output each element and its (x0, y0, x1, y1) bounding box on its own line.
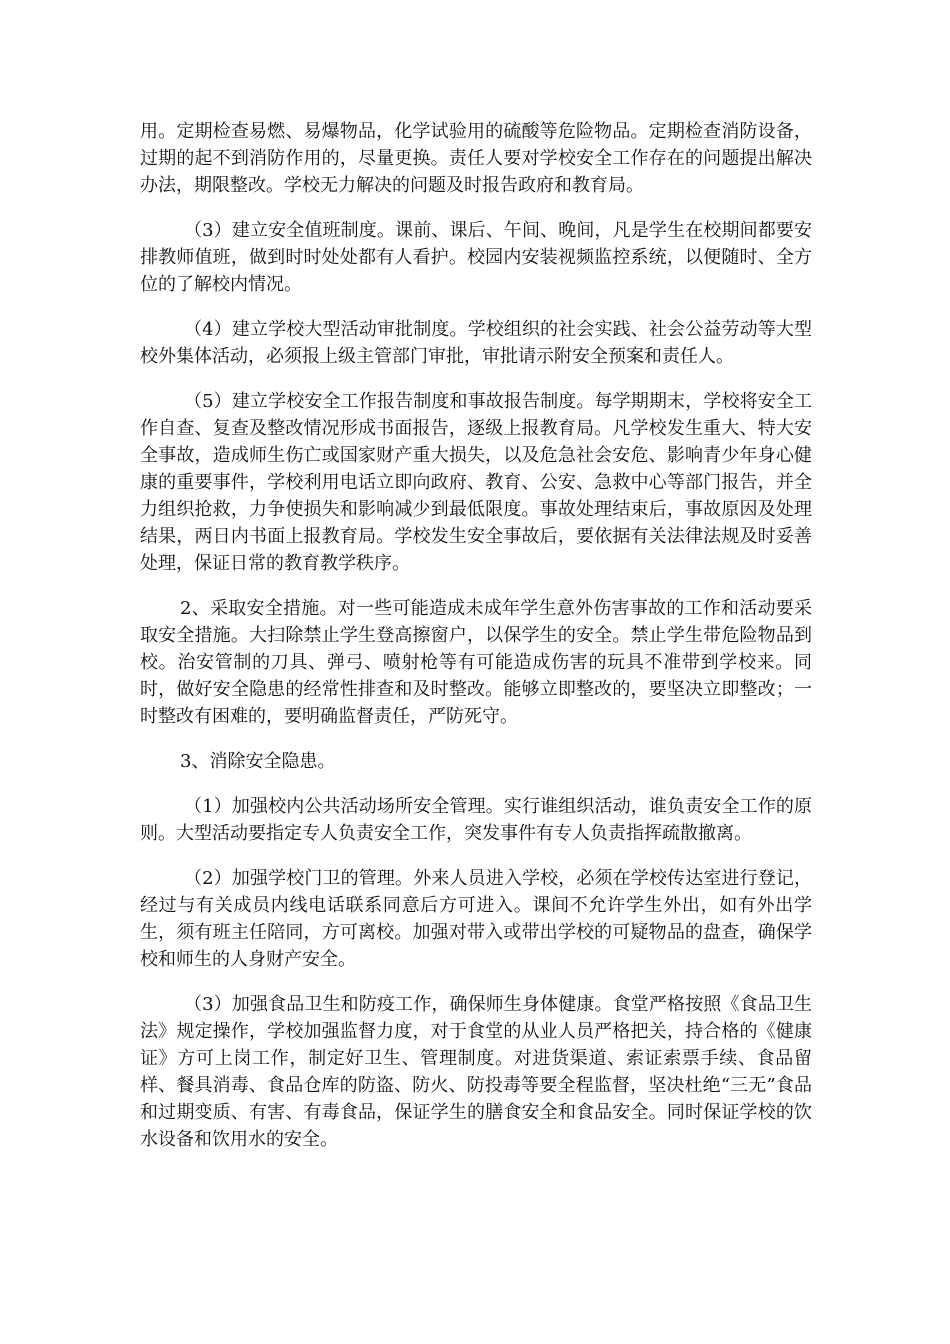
paragraph-eliminate-hazards-heading: 3、消除安全隐患。 (180, 751, 336, 772)
paragraph-continuation: 用。定期检查易燃、易爆物品，化学试验用的硫酸等危险物品。定期检查消防设备，过期的起不到消防作用的，尽量更换。责任人要对学校安全工作存在的问题提出解决办法，期限整改。学校无力解决的问题及时报告政府和教育局。 (140, 121, 812, 196)
paragraph-report-system: （5）建立学校安全工作报告制度和事故报告制度。每学期期末，学校将安全工作自查、复查及整改情况形成书面报告，逐级上报教育局。凡学校发生重大、特大安全事故，造成师生伤亡或国家财产重大损失，以及危急社会安危、影响青少年身心健康的重要事件，学校利用电话立即向政府、教育、公安、急救中心等部门报告，并全力组织抢救，力争使损失和影响减少到最低限度。事故处理结束后，事故原因及处理结果，两日内书面上报教育局。学校发生安全事故后，要依据有关法律法规及时妥善处理，保证日常的教育教学秩序。 (140, 391, 812, 574)
paragraph-safety-measures: 2、采取安全措施。对一些可能造成未成年学生意外伤害事故的工作和活动要采取安全措施。大扫除禁止学生登高擦窗户，以保学生的安全。禁止学生带危险物品到校。治安管制的刀具、弹弓、喷射枪等有可能造成伤害的玩具不准带到学校来。同时，做好安全隐患的经常性排查和及时整改。能够立即整改的，要坚决立即整改；一时整改有困难的，要明确监督责任，严防死守。 (140, 598, 812, 727)
paragraph-gate-guard: （2）加强学校门卫的管理。外来人员进入学校，必须在学校传达室进行登记，经过与有关成员内线电话联系同意后方可进入。课间不允许学生外出，如有外出学生，须有班主任陪同，方可离校。加强对带入或带出学校的可疑物品的盘查，确保学校和师生的人身财产安全。 (140, 868, 812, 970)
document-body (140, 118, 812, 1171)
paragraph-food-hygiene: （3）加强食品卫生和防疫工作，确保师生身体健康。食堂严格按照《食品卫生法》规定操作，学校加强监督力度，对于食堂的从业人员严格把关，持合格的《健康证》方可上岗工作，制定好卫生、管理制度。对进货渠道、索证索票手续、食品留样、餐具消毒、食品仓库的防盗、防火、防投毒等要全程监督，坚决杜绝“三无”食品和过期变质、有害、有毒食品，保证学生的膳食安全和食品安全。同时保证学校的饮水设备和饮用水的安全。 (140, 994, 812, 1150)
paragraph-duty-system: （3）建立安全值班制度。课前、课后、午间、晚间，凡是学生在校期间都要安排教师值班，做到时时处处都有人看护。校园内安装视频监控系统，以便随时、全方位的了解校内情况。 (140, 220, 812, 295)
paragraph-activity-approval: （4）建立学校大型活动审批制度。学校组织的社会实践、社会公益劳动等大型校外集体活动，必须报上级主管部门审批，审批请示附安全预案和责任人。 (140, 319, 812, 367)
paragraph-public-areas: （1）加强校内公共活动场所安全管理。实行谁组织活动，谁负责安全工作的原则。大型活动要指定专人负责安全工作，突发事件有专人负责指挥疏散撤离。 (140, 796, 812, 844)
